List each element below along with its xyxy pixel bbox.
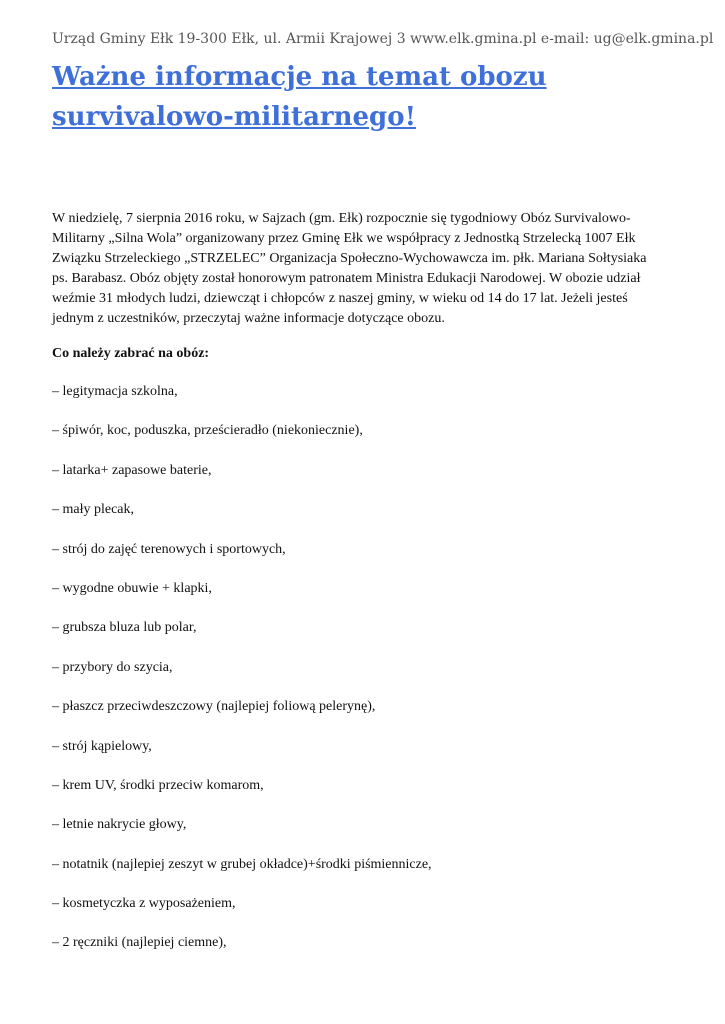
list-item: – płaszcz przeciwdeszczowy (najlepiej foliową pelerynę),: [52, 699, 376, 715]
list-item: – strój kąpielowy,: [52, 738, 152, 754]
list-item: – latarka+ zapasowe baterie,: [52, 462, 212, 478]
packing-list-heading: Co należy zabrać na obóz:: [52, 346, 210, 361]
list-item: – strój do zajęć terenowych i sportowych,: [52, 541, 286, 557]
list-item: – grubsza bluza lub polar,: [52, 620, 197, 636]
list-item: – 2 ręczniki (najlepiej ciemne),: [52, 935, 227, 951]
list-item: – letnie nakrycie głowy,: [52, 817, 187, 833]
article-title-link[interactable]: Ważne informacje na temat obozu survivalowo-militarnego!: [52, 62, 547, 132]
list-item: – wygodne obuwie + klapki,: [52, 580, 212, 596]
article-intro: W niedzielę, 7 sierpnia 2016 roku, w Sajzach (gm. Ełk) rozpocznie się tygodniowy Obóz Survivalowo-Militarny „Silna Wola” organizowany przez Gminę Ełk we współpracy z Jednostką Strzelecką 1007 Ełk Związku Strzeleckiego „STRZELEC” Organizacja Społeczno-Wychowawcza im. płk. Mariana Sołtysiaka ps. Barabasz. Obóz objęty został honorowym patronatem Ministra Edukacji Narodowej. W obozie udział weźmie 31 młodych ludzi, dziewcząt i chłopców z naszej gminy, w wieku od 14 do 17 lat. Jeżeli jesteś jednym z uczestników, przeczytaj ważne informacje dotyczące obozu.: [52, 211, 647, 326]
packing-list: [52, 382, 432, 973]
list-item: – śpiwór, koc, poduszka, prześcieradło (niekoniecznie),: [52, 423, 363, 439]
list-item: – kosmetyczka z wyposażeniem,: [52, 896, 236, 912]
list-item: – notatnik (najlepiej zeszyt w grubej okładce)+środki piśmiennicze,: [52, 856, 432, 872]
office-header: Urząd Gminy Ełk 19-300 Ełk, ul. Armii Krajowej 3 www.elk.gmina.pl e-mail: ug@elk.gmina.pl: [52, 31, 714, 47]
list-item: – krem UV, środki przeciw komarom,: [52, 777, 264, 793]
list-item: – przybory do szycia,: [52, 659, 173, 675]
list-item: – legitymacja szkolna,: [52, 384, 178, 399]
list-item: – mały plecak,: [52, 502, 135, 518]
